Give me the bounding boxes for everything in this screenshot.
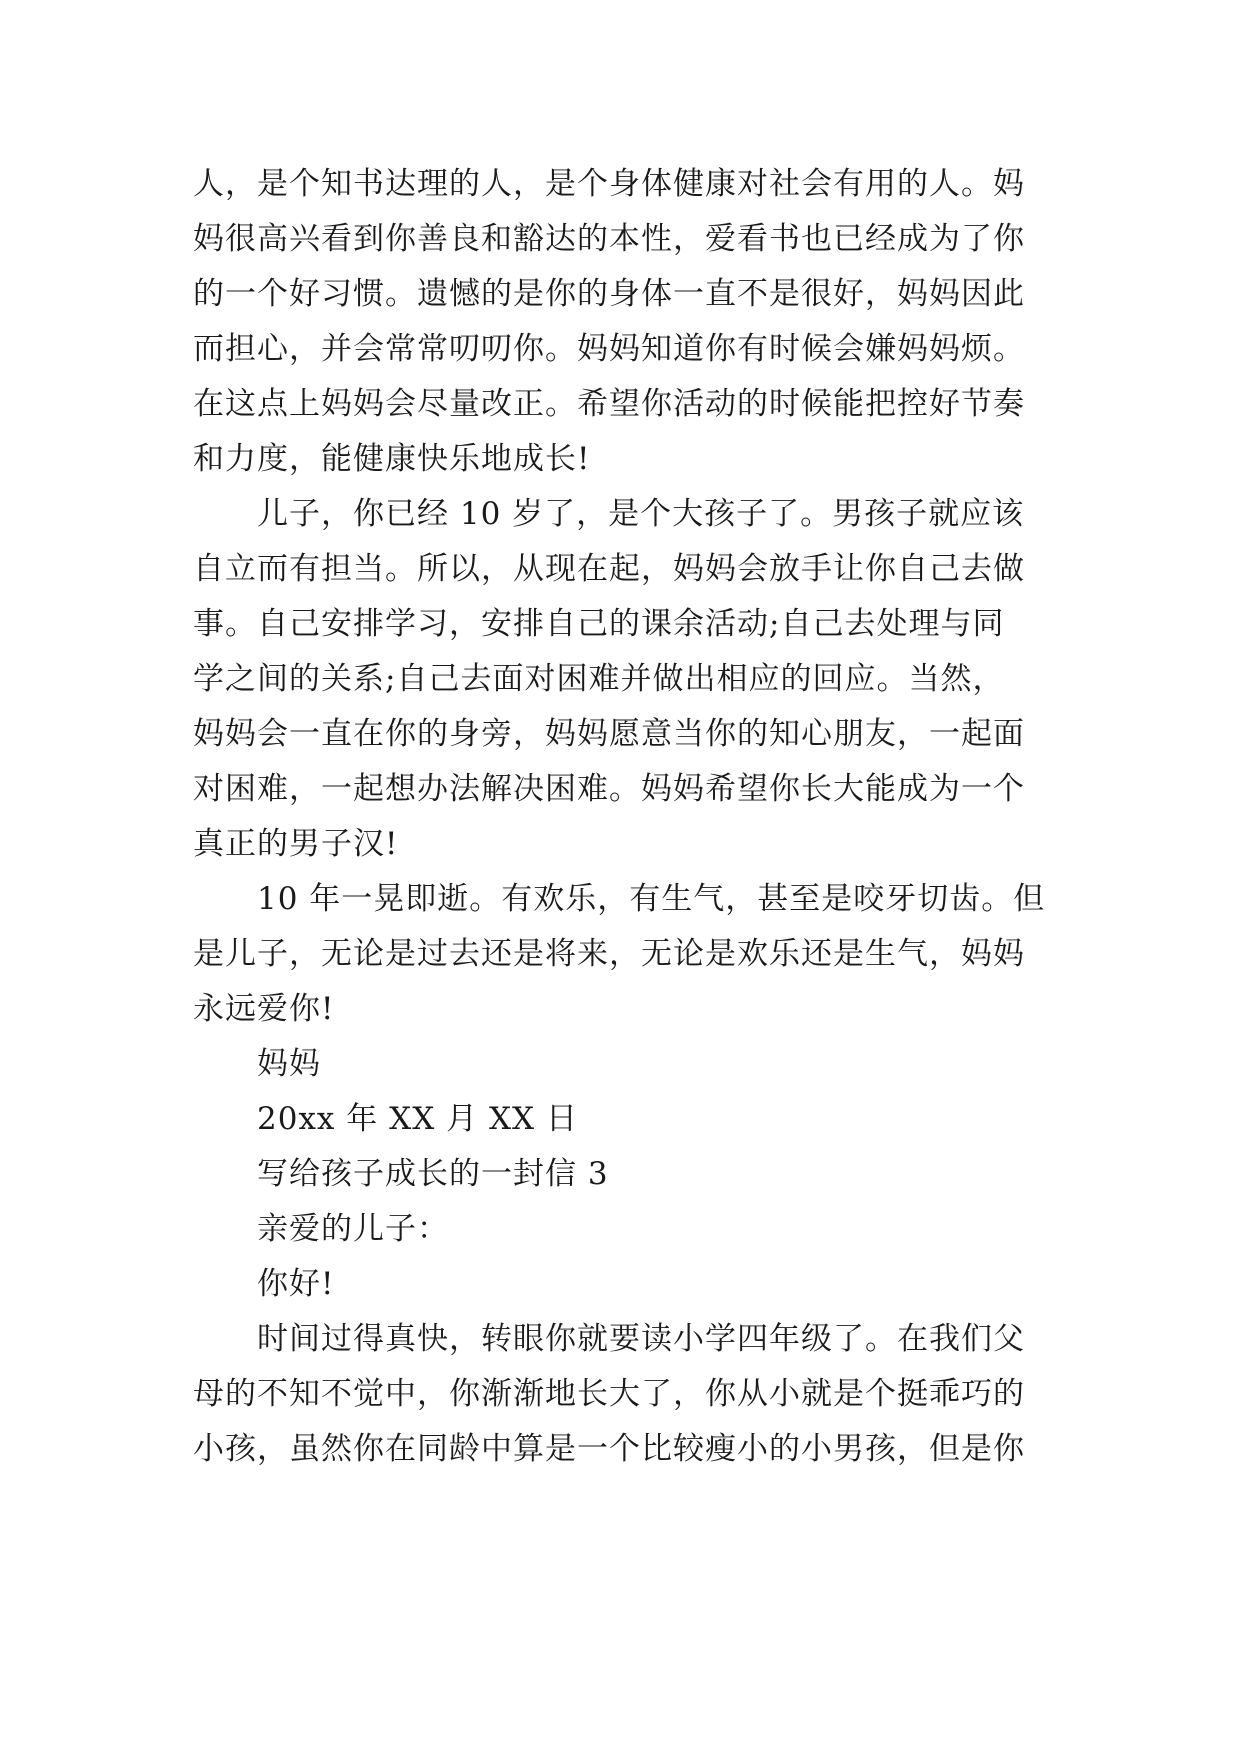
text-line: 时间过得真快，转眼你就要读小学四年级了。在我们父: [257, 1321, 1025, 1357]
text-line: 学之间的关系;自己去面对困难并做出相应的回应。当然，: [193, 661, 1005, 697]
text-line: 儿子，你已经 10 岁了，是个大孩子了。男孩子就应该: [257, 496, 1025, 532]
letter-title: 写给孩子成长的一封信 3: [257, 1156, 609, 1192]
text-line: 妈妈会一直在你的身旁，妈妈愿意当你的知心朋友，一起面: [193, 716, 1025, 752]
text-line: 自立而有担当。所以，从现在起，妈妈会放手让你自己去做: [193, 551, 1025, 587]
greeting: 你好!: [257, 1266, 335, 1302]
text-line: 母的不知不觉中，你渐渐地长大了，你从小就是个挺乖巧的: [193, 1376, 1025, 1412]
text-line: 的一个好习惯。遗憾的是你的身体一直不是很好，妈妈因此: [193, 276, 1025, 312]
text-line: 事。自己安排学习，安排自己的课余活动;自己去处理与同: [193, 606, 1005, 642]
text-line: 是儿子，无论是过去还是将来，无论是欢乐还是生气，妈妈: [193, 936, 1025, 972]
text-line: 10 年一晃即逝。有欢乐，有生气，甚至是咬牙切齿。但: [257, 881, 1046, 917]
text-line: 和力度，能健康快乐地成长!: [193, 441, 591, 477]
text-line: 在这点上妈妈会尽量改正。希望你活动的时候能把控好节奏: [193, 386, 1025, 422]
signature-text: 妈妈: [257, 1046, 321, 1082]
text-line: 妈很高兴看到你善良和豁达的本性，爱看书也已经成为了你: [193, 221, 1025, 257]
salutation: 亲爱的儿子：: [257, 1211, 449, 1247]
text-line: 真正的男子汉!: [193, 826, 399, 862]
text-line: 对困难，一起想办法解决困难。妈妈希望你长大能成为一个: [193, 771, 1025, 807]
text-line: 人，是个知书达理的人，是个身体健康对社会有用的人。妈: [193, 166, 1025, 202]
text-line: 而担心，并会常常叨叨你。妈妈知道你有时候会嫌妈妈烦。: [193, 331, 1025, 367]
text-line: 小孩，虽然你在同龄中算是一个比较瘦小的小男孩，但是你: [193, 1431, 1025, 1467]
text-line: 永远爱你!: [193, 991, 335, 1027]
date-text: 20xx 年 XX 月 XX 日: [257, 1101, 578, 1137]
